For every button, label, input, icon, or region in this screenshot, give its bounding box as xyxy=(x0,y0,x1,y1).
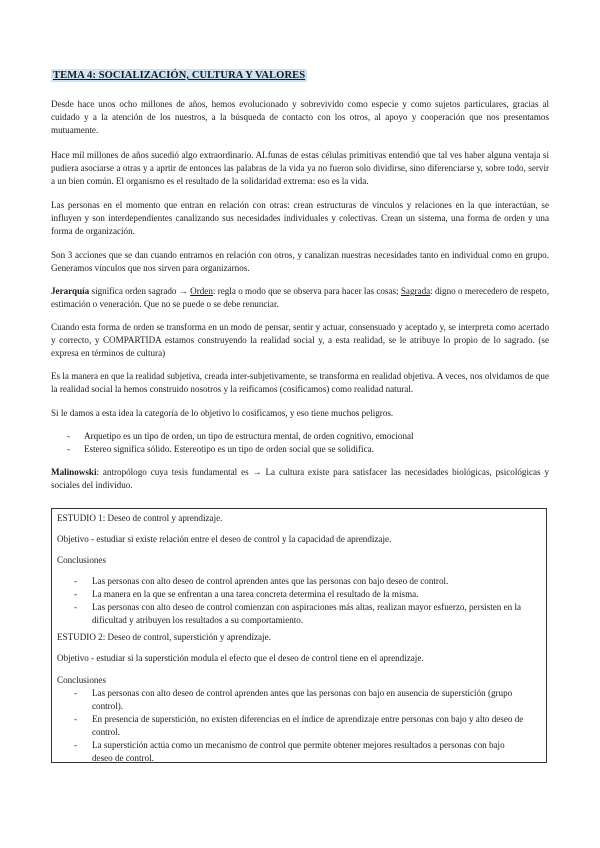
study1-conclusions-list xyxy=(57,575,527,627)
list-item: - Arquetipo es un tipo de orden, un tipo de estructura mental, de orden cognitivo, emocional xyxy=(51,430,549,443)
paragraph-malinowski xyxy=(51,466,549,492)
term-jerarquia: Jerarquía xyxy=(51,286,90,296)
paragraph-evolution: Desde hace unos ocho millones de años, hemos evolucionado y sobrevivido como especie y como sujetos particulares, gracias al cuidado y a la atención de los nuestros, a la búsqueda de contacto con los otros, al apoyo y cooperación que nos presentamos mutuamente. xyxy=(51,99,549,135)
list-item: - En presencia de superstición, no existen diferencias en el índice de aprendizaje entre personas con bajo y alto deseo de control. xyxy=(57,713,527,739)
paragraph-objective: Si le damos a esta idea la categoría de lo objetivo lo cosificamos, y eso tiene muchos peligros. xyxy=(51,408,394,418)
list-item: - La superstición actúa como un mecanismo de control que permite obtener mejores resultados a personas con bajo deseo de control. xyxy=(57,739,527,765)
bullet-list-archetypes xyxy=(51,430,549,456)
malinowski-text: : antropólogo cuya tesis fundamental es → La cultura existe para satisfacer las necesidades biológicas, psicológicas y sociales del individuo. xyxy=(51,467,549,490)
paragraph-cells: Hace mil millones de años sucedió algo extraordinario. ALfunas de estas células primitivas entendió que tal ves haber alguna ventaja si pudiera asociarse a otras y a aprtir de entonces las palabras de la vida ya no fueron solo dividirse, sino diferenciarse y, sobre todo, servir a un bien común. El organismo es el resultado de la solidaridad extrema: eso es la vida. xyxy=(51,150,549,186)
paragraph-three-actions: Son 3 acciones que se dan cuando entramos en relación con otros, y canalizan nuestras necesidades tanto en individual como en grupo. Generamos vínculos que nos sirven para organizarnos. xyxy=(51,250,549,273)
paragraph-jerarquia xyxy=(51,285,549,311)
jerarquia-text-b: : regla o modo que se observa para hacer las cosas; xyxy=(212,286,401,296)
term-orden: Orden xyxy=(190,286,213,296)
list-item: - Las personas con alto deseo de control aprenden antes que las personas con bajo deseo de control. xyxy=(57,575,527,588)
list-item: - Las personas con alto deseo de control aprenden antes que las personas con bajo en ausencia de superstición (grupo control). xyxy=(57,687,527,713)
list-item: - La manera en la que se enfrentan a una tarea concreta determina el resultado de la misma. xyxy=(57,588,527,601)
study1-conclusions-label: Conclusiones xyxy=(57,555,107,565)
jerarquia-text-c: : digno o merecedero de respeto, estimación o veneración. Que no se puede o se debe renunciar. xyxy=(51,286,549,309)
studies-box xyxy=(51,508,547,763)
study2-conclusions-list xyxy=(57,687,527,765)
term-malinowski: Malinowski xyxy=(51,467,97,477)
paragraph-social-reality: Cuando esta forma de orden se transforma en un modo de pensar, sentir y actuar, consensuado y aceptado y, se interpreta como acertado y correcto, y COMPARTIDA estamos construyendo la realidad social y, a esta realidad, se le atribuye lo propio de lo sagrado. (se expresa en términos de cultura) xyxy=(51,322,549,358)
paragraph-relations: Las personas en el momento que entran en relación con otras: crean estructuras de vínculos y relaciones en la que interactúan, se influyen y son interdependientes canalizando sus necesidades individuales y colectivas. Crean un sistema, una forma de orden y una forma de organización. xyxy=(51,200,549,236)
document-title: TEMA 4: SOCIALIZACIÓN, CULTURA Y VALORES xyxy=(53,70,306,81)
study2-objective: Objetivo - estudiar si la superstición modula el efecto que el deseo de control tiene en el aprendizaje. xyxy=(57,653,424,663)
paragraph-reification: Es la manera en que la realidad subjetiva, creada inter-subjetivamente, se transforma en realidad objetiva. A veces, nos olvidamos de que la realidad social la hemos construido nosotros y la reificamos (cosificamos) como realidad natural. xyxy=(51,371,549,394)
study2-conclusions-label: Conclusiones xyxy=(57,675,107,685)
jerarquia-text-a: significa orden sagrado → xyxy=(89,286,191,296)
study1-title: ESTUDIO 1: Deseo de control y aprendizaje. xyxy=(57,513,223,523)
term-sagrada: Sagrada xyxy=(400,286,431,296)
list-item: - Estereo significa sólido. Estereotipo es un tipo de orden social que se solidifica. xyxy=(51,443,549,456)
list-item: - Las personas con alto deseo de control comienzan con aspiraciones más altas, realizan mayor esfuerzo, persisten en la dificultad y atribuyen los resultados a su comportamiento. xyxy=(57,601,527,627)
study1-objective: Objetivo - estudiar si existe relación entre el deseo de control y la capacidad de aprendizaje. xyxy=(57,534,392,544)
study2-title: ESTUDIO 2: Deseo de control, superstición y aprendizaje. xyxy=(57,632,271,642)
